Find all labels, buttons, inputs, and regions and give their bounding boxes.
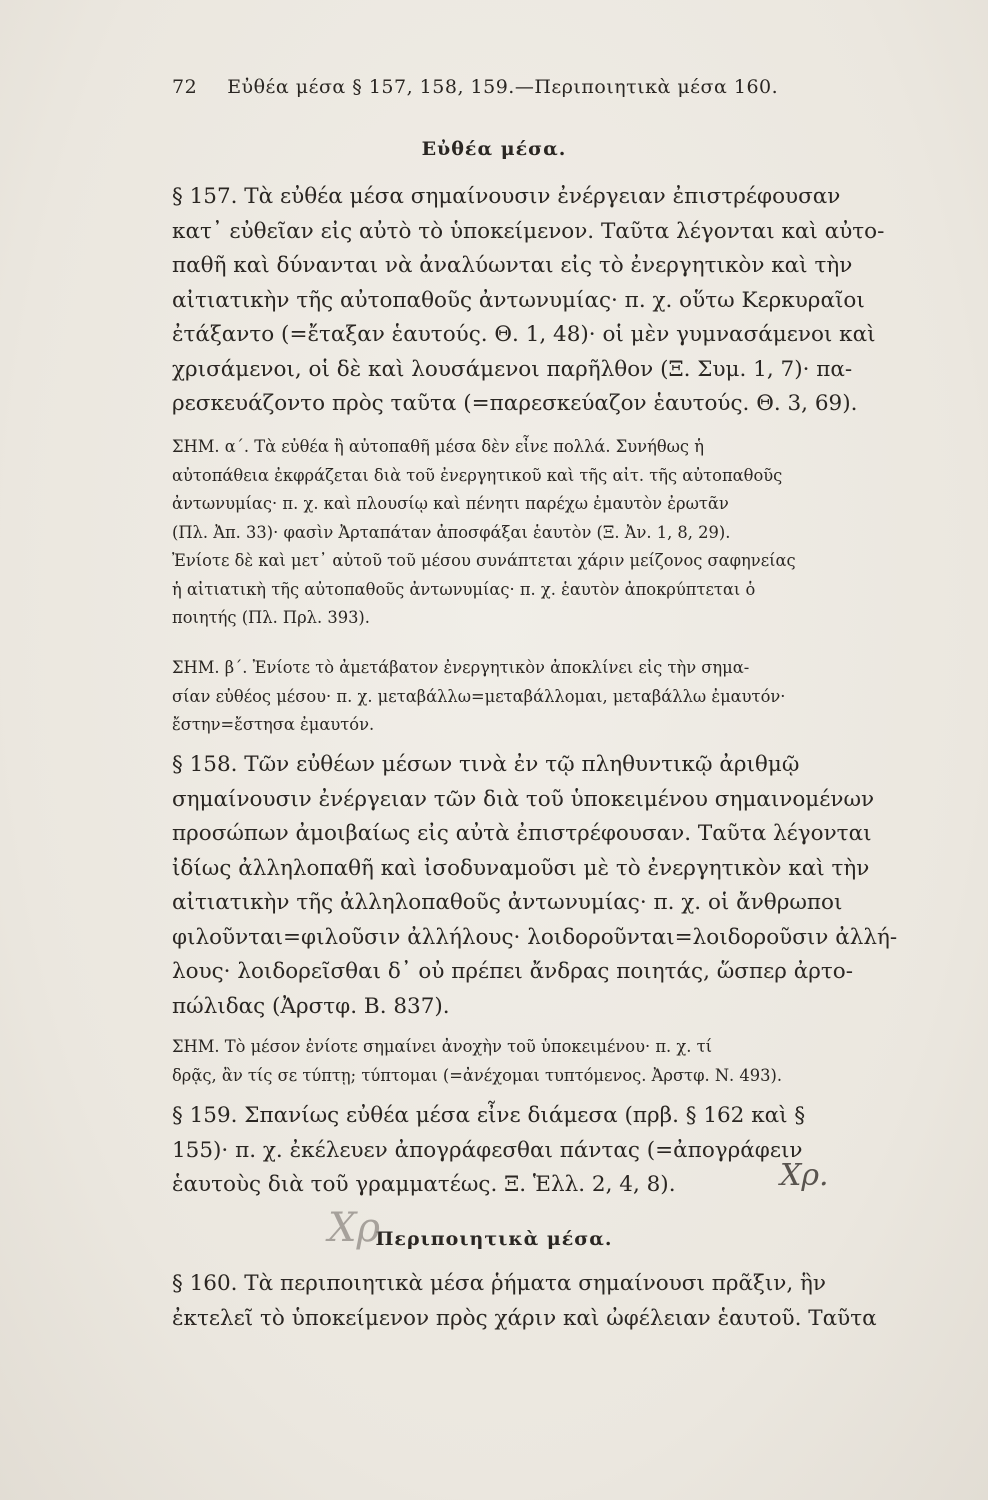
- text-line: λους· λοιδορεῖσθαι δ᾽ οὐ πρέπει ἄνδρας ποιητάς, ὥσπερ ἀρτο-: [172, 959, 853, 984]
- text-line: 155)· π. χ. ἐκέλευεν ἀπογράφεσθαι πάντας (=ἀπογράφειν: [172, 1137, 803, 1163]
- text-line: αὐτοπάθεια ἐκφράζεται διὰ τοῦ ἐνεργητικοῦ καὶ τῆς αἰτ. τῆς αὐτοπαθοῦς: [172, 465, 783, 485]
- text-line: ΣΗΜ. β΄. Ἐνίοτε τὸ ἀμετάβατον ἐνεργητικὸν ἀποκλίνει εἰς τὴν σημα-: [172, 658, 750, 677]
- handwritten-annotation: Χρ: [328, 1205, 380, 1251]
- handwritten-annotation: Χρ.: [780, 1158, 829, 1193]
- text-line: Ἐνίοτε δὲ καὶ μετ᾽ αὐτοῦ τοῦ μέσου συνάπτεται χάριν μείζονος σαφηνείας: [172, 551, 796, 570]
- text-line: ἐτάξαντο (=ἔταξαν ἑαυτούς. Θ. 1, 48)· οἱ μὲν γυμνασάμενοι καὶ: [172, 322, 876, 347]
- text-line: ἐκτελεῖ τὸ ὑποκείμενον πρὸς χάριν καὶ ὠφέλειαν ἑαυτοῦ. Ταῦτα: [172, 1305, 877, 1331]
- paragraph-160: [172, 1267, 934, 1336]
- text-line: σημαίνουσιν ἐνέργειαν τῶν διὰ τοῦ ὑποκειμένου σημαινομένων: [172, 786, 875, 812]
- text-line: § 159. Σπανίως εὐθέα μέσα εἶνε διάμεσα (πρβ. § 162 καὶ §: [172, 1103, 806, 1128]
- text-line: αἰτιατικὴν τῆς αὐτοπαθοῦς ἀντωνυμίας· π. χ. οὕτω Κερκυραῖοι: [172, 287, 865, 313]
- text-line: (Πλ. Ἀπ. 33)· φασὶν Ἀρταπάταν ἀποσφάξαι ἑαυτὸν (Ξ. Ἀν. 1, 8, 29).: [172, 522, 731, 542]
- text-line: ρεσκευάζοντο πρὸς ταῦτα (=παρεσκεύαζον ἑαυτούς. Θ. 3, 69).: [172, 391, 858, 416]
- running-title: Εὐθέα μέσα § 157, 158, 159.—Περιποιητικὰ μέσα 160.: [227, 76, 779, 98]
- text-line: ἰδίως ἀλληλοπαθῆ καὶ ἰσοδυναμοῦσι μὲ τὸ ἐνεργητικὸν καὶ τὴν: [172, 855, 870, 881]
- text-line: προσώπων ἀμοιβαίως εἰς αὐτὰ ἐπιστρέφουσαν. Ταῦτα λέγονται: [172, 821, 872, 846]
- text-line: φιλοῦνται=φιλοῦσιν ἀλλήλους· λοιδοροῦνται=λοιδοροῦσιν ἀλλή-: [172, 924, 898, 950]
- page-number: 72: [172, 76, 198, 98]
- text-line: § 160. Τὰ περιποιητικὰ μέσα ῥήματα σημαίνουσι πρᾶξιν, ἣν: [172, 1271, 826, 1296]
- note-tolerance: [172, 1033, 934, 1090]
- text-line: χρισάμενοι, οἱ δὲ καὶ λουσάμενοι παρῆλθον (Ξ. Συμ. 1, 7)· πα-: [172, 356, 853, 382]
- text-line: παθῆ καὶ δύνανται νὰ ἀναλύωνται εἰς τὸ ἐνεργητικὸν καὶ τὴν: [172, 253, 853, 278]
- text-line: σίαν εὐθέος μέσου· π. χ. μεταβάλλω=μεταβάλλομαι, μεταβάλλω ἐμαυτόν·: [172, 686, 786, 706]
- note-beta: [172, 654, 934, 740]
- text-line: δρᾷς, ἂν τίς σε τύπτῃ; τύπτομαι (=ἀνέχομαι τυπτόμενος. Ἀρστφ. Ν. 493).: [172, 1065, 783, 1085]
- note-alpha: [172, 433, 934, 633]
- running-header: [172, 76, 872, 98]
- text-line: ΣΗΜ. Τὸ μέσον ἐνίοτε σημαίνει ἀνοχὴν τοῦ ὑποκειμένου· π. χ. τί: [172, 1037, 713, 1056]
- section-heading-direct-middle: Εὐθέα μέσα.: [421, 138, 567, 160]
- text-line: ΣΗΜ. α΄. Τὰ εὐθέα ἢ αὐτοπαθῆ μέσα δὲν εἶνε πολλά. Συνήθως ἡ: [172, 437, 704, 456]
- text-line: ἡ αἰτιατικὴ τῆς αὐτοπαθοῦς ἀντωνυμίας· π. χ. ἑαυτὸν ἀποκρύπτεται ὁ: [172, 579, 756, 599]
- text-line: ἀντωνυμίας· π. χ. καὶ πλουσίῳ καὶ πένητι παρέχω ἐμαυτὸν ἐρωτᾶν: [172, 494, 729, 513]
- text-line: πώλιδας (Ἀρστφ. Β. 837).: [172, 993, 450, 1019]
- text-line: § 158. Τῶν εὐθέων μέσων τινὰ ἐν τῷ πληθυντικῷ ἀριθμῷ: [172, 752, 800, 777]
- section-heading-reflexive-middle: Περιποιητικὰ μέσα.: [375, 1228, 613, 1250]
- paragraph-157: [172, 180, 934, 422]
- text-line: ἔστην=ἔστησα ἐμαυτόν.: [172, 715, 375, 734]
- text-line: κατ᾽ εὐθεῖαν εἰς αὐτὸ τὸ ὑποκείμενον. Ταῦτα λέγονται καὶ αὐτο-: [172, 218, 885, 244]
- text-line: αἰτιατικὴν τῆς ἀλληλοπαθοῦς ἀντωνυμίας· π. χ. οἱ ἄνθρωποι: [172, 890, 843, 915]
- text-line: ποιητής (Πλ. Πρλ. 393).: [172, 608, 370, 627]
- paragraph-158: [172, 748, 934, 1024]
- text-line: ἑαυτοὺς διὰ τοῦ γραμματέως. Ξ. Ἑλλ. 2, 4, 8).: [172, 1172, 676, 1197]
- text-line: § 157. Τὰ εὐθέα μέσα σημαίνουσιν ἐνέργειαν ἐπιστρέφουσαν: [172, 184, 841, 209]
